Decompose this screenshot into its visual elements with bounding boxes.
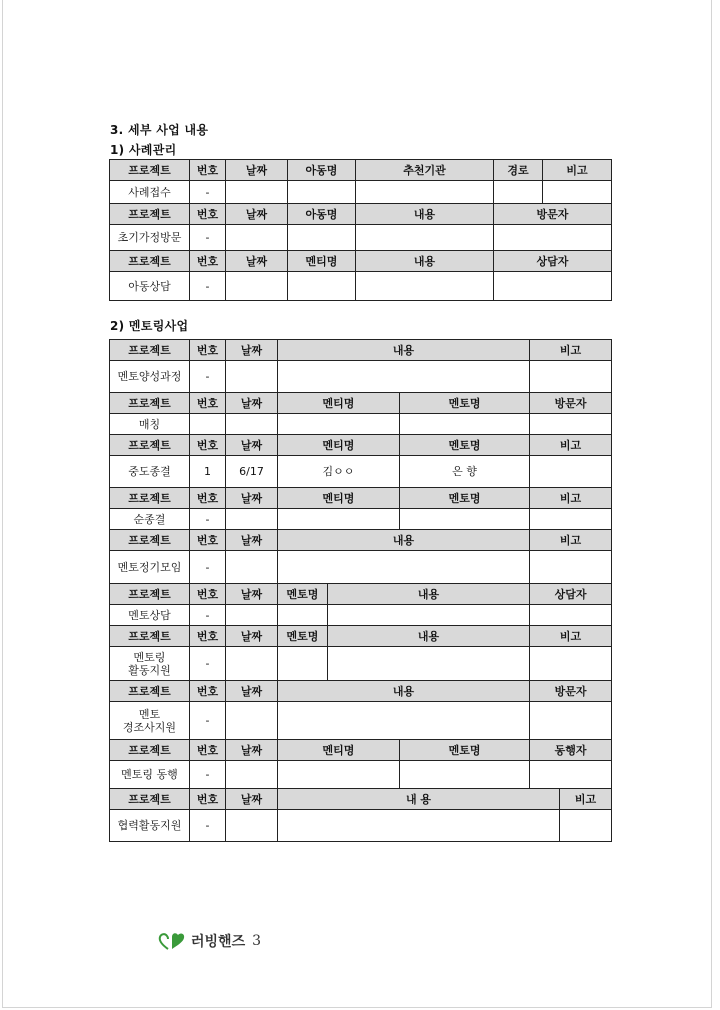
empty-cell[interactable] [530, 414, 612, 435]
col-number: 번호 [190, 204, 226, 225]
table-row [110, 361, 612, 393]
col-remarks: 비고 [543, 160, 612, 181]
empty-cell[interactable] [278, 647, 328, 681]
row-label-line2: 활동지원 [128, 663, 171, 677]
empty-cell[interactable] [400, 509, 530, 530]
col-mentee-name: 멘티명 [278, 488, 400, 509]
col-project: 프로젝트 [110, 584, 190, 605]
empty-cell[interactable] [543, 181, 612, 204]
col-project: 프로젝트 [110, 530, 190, 551]
empty-cell[interactable] [226, 551, 278, 584]
empty-cell[interactable] [530, 509, 612, 530]
header-row [110, 340, 612, 361]
col-date: 날짜 [226, 626, 278, 647]
row-label: 매칭 [110, 414, 190, 435]
col-content: 내용 [356, 204, 494, 225]
col-number: 번호 [190, 393, 226, 414]
row-number: - [190, 361, 226, 393]
col-remarks: 비고 [530, 488, 612, 509]
row-number: - [190, 810, 226, 842]
col-referral-agency: 추천기관 [356, 160, 494, 181]
table-row [110, 414, 612, 435]
col-remarks: 비고 [530, 435, 612, 456]
empty-cell[interactable] [400, 414, 530, 435]
row-label: 사례접수 [110, 181, 190, 204]
empty-cell[interactable] [278, 509, 400, 530]
empty-cell[interactable] [530, 702, 612, 740]
row-label [110, 647, 190, 681]
empty-cell[interactable] [226, 181, 288, 204]
table-row [110, 647, 612, 681]
empty-cell[interactable] [226, 702, 278, 740]
col-visitor: 방문자 [494, 204, 612, 225]
col-mentor-name: 멘토명 [400, 488, 530, 509]
empty-cell[interactable] [288, 225, 356, 251]
case-management-table [109, 159, 612, 301]
empty-cell[interactable] [288, 181, 356, 204]
empty-cell[interactable] [278, 361, 530, 393]
col-mentor-name: 멘토명 [400, 740, 530, 761]
empty-cell[interactable] [226, 605, 278, 626]
col-date: 날짜 [226, 340, 278, 361]
mentoring-table [109, 339, 612, 842]
row-number: - [190, 225, 226, 251]
header-row [110, 160, 612, 181]
empty-cell[interactable] [356, 225, 494, 251]
row-number: - [190, 551, 226, 584]
col-number: 번호 [190, 435, 226, 456]
col-remarks: 비고 [530, 626, 612, 647]
row-label: 초기가정방문 [110, 225, 190, 251]
table-row [110, 181, 612, 204]
col-child-name: 아동명 [288, 160, 356, 181]
row-number: - [190, 509, 226, 530]
col-date: 날짜 [226, 251, 288, 272]
empty-cell[interactable] [560, 810, 612, 842]
col-date: 날짜 [226, 160, 288, 181]
col-content: 내용 [278, 530, 530, 551]
col-content: 내용 [328, 626, 530, 647]
header-row [110, 681, 612, 702]
col-mentee-name: 멘티명 [278, 740, 400, 761]
col-number: 번호 [190, 488, 226, 509]
row-label: 순종결 [110, 509, 190, 530]
empty-cell[interactable] [356, 181, 494, 204]
row-number: - [190, 761, 226, 789]
row-number: - [190, 647, 226, 681]
empty-cell[interactable] [226, 509, 278, 530]
empty-cell[interactable] [226, 225, 288, 251]
row-label: 멘토정기모임 [110, 551, 190, 584]
table-row [110, 509, 612, 530]
col-number: 번호 [190, 626, 226, 647]
row-number: - [190, 605, 226, 626]
col-date: 날짜 [226, 530, 278, 551]
col-project: 프로젝트 [110, 435, 190, 456]
col-content: 내용 [278, 340, 530, 361]
header-row [110, 251, 612, 272]
empty-cell[interactable] [530, 551, 612, 584]
row-number: - [190, 181, 226, 204]
table-row [110, 551, 612, 584]
col-content: 내용 [356, 251, 494, 272]
empty-cell[interactable] [226, 810, 278, 842]
row-label: 멘토링 동행 [110, 761, 190, 789]
subsection-mentoring: 2) 멘토링사업 [110, 319, 189, 333]
row-label-line1: 멘토 [138, 707, 161, 721]
col-mentor-name: 멘토명 [278, 626, 328, 647]
empty-cell[interactable] [356, 272, 494, 301]
col-mentor-name: 멘토명 [400, 435, 530, 456]
footer-brand: 러빙핸즈 [191, 934, 246, 950]
empty-cell[interactable] [226, 761, 278, 789]
header-row [110, 393, 612, 414]
col-number: 번호 [190, 584, 226, 605]
empty-cell[interactable] [494, 181, 543, 204]
table-row [110, 456, 612, 488]
col-date: 날짜 [226, 204, 288, 225]
row-label-line2: 경조사지원 [122, 720, 177, 734]
empty-cell[interactable] [278, 702, 530, 740]
empty-cell[interactable] [530, 647, 612, 681]
col-mentor-name: 멘토명 [278, 584, 328, 605]
col-project: 프로젝트 [110, 251, 190, 272]
col-mentee-name: 멘티명 [288, 251, 356, 272]
col-companion: 동행자 [530, 740, 612, 761]
row-number: 1 [190, 456, 226, 488]
col-number: 번호 [190, 789, 226, 810]
row-label: 멘토상담 [110, 605, 190, 626]
loving-hands-logo-icon [158, 931, 188, 951]
row-label [110, 702, 190, 740]
empty-cell[interactable] [288, 272, 356, 301]
col-remarks: 비고 [560, 789, 612, 810]
row-mentee-name: 김ㅇㅇ [278, 456, 400, 488]
page-number: 3 [252, 933, 262, 949]
col-project: 프로젝트 [110, 488, 190, 509]
header-row [110, 626, 612, 647]
empty-cell[interactable] [400, 761, 530, 789]
table-row [110, 272, 612, 301]
col-remarks: 비고 [530, 530, 612, 551]
header-row [110, 584, 612, 605]
row-label: 멘토양성과정 [110, 361, 190, 393]
table-row [110, 225, 612, 251]
col-project: 프로젝트 [110, 789, 190, 810]
row-mentor-name: 은 향 [400, 456, 530, 488]
col-project: 프로젝트 [110, 393, 190, 414]
col-number: 번호 [190, 530, 226, 551]
col-project: 프로젝트 [110, 204, 190, 225]
empty-cell[interactable] [226, 361, 278, 393]
empty-cell[interactable] [190, 414, 226, 435]
empty-cell[interactable] [226, 272, 288, 301]
table-row [110, 605, 612, 626]
header-row [110, 488, 612, 509]
col-remarks: 비고 [530, 340, 612, 361]
col-content: 내용 [278, 681, 530, 702]
col-project: 프로젝트 [110, 160, 190, 181]
col-content: 내 용 [278, 789, 560, 810]
empty-cell[interactable] [530, 605, 612, 626]
empty-cell[interactable] [278, 761, 400, 789]
row-label: 중도종결 [110, 456, 190, 488]
col-project: 프로젝트 [110, 740, 190, 761]
section-title: 3. 세부 사업 내용 [110, 123, 209, 137]
col-number: 번호 [190, 251, 226, 272]
col-project: 프로젝트 [110, 681, 190, 702]
empty-cell[interactable] [226, 647, 278, 681]
col-mentee-name: 멘티명 [278, 435, 400, 456]
col-date: 날짜 [226, 789, 278, 810]
empty-cell[interactable] [494, 225, 612, 251]
col-number: 번호 [190, 340, 226, 361]
col-project: 프로젝트 [110, 340, 190, 361]
col-mentor-name: 멘토명 [400, 393, 530, 414]
empty-cell[interactable] [530, 761, 612, 789]
empty-cell[interactable] [278, 414, 400, 435]
row-label: 아동상담 [110, 272, 190, 301]
col-date: 날짜 [226, 681, 278, 702]
col-date: 날짜 [226, 584, 278, 605]
empty-cell[interactable] [278, 605, 328, 626]
header-row [110, 740, 612, 761]
row-date: 6/17 [226, 456, 278, 488]
empty-cell[interactable] [328, 605, 530, 626]
table-row [110, 761, 612, 789]
col-child-name: 아동명 [288, 204, 356, 225]
col-date: 날짜 [226, 393, 278, 414]
col-project: 프로젝트 [110, 626, 190, 647]
footer [158, 931, 261, 951]
col-route: 경로 [494, 160, 543, 181]
col-counselor: 상담자 [530, 584, 612, 605]
col-visitor: 방문자 [530, 681, 612, 702]
col-content: 내용 [328, 584, 530, 605]
col-counselor: 상담자 [494, 251, 612, 272]
table-row [110, 810, 612, 842]
empty-cell[interactable] [226, 414, 278, 435]
col-date: 날짜 [226, 488, 278, 509]
empty-cell[interactable] [530, 361, 612, 393]
col-number: 번호 [190, 160, 226, 181]
col-number: 번호 [190, 740, 226, 761]
empty-cell[interactable] [494, 272, 612, 301]
empty-cell[interactable] [530, 456, 612, 488]
col-mentee-name: 멘티명 [278, 393, 400, 414]
row-number: - [190, 272, 226, 301]
empty-cell[interactable] [328, 647, 530, 681]
col-visitor: 방문자 [530, 393, 612, 414]
header-row [110, 789, 612, 810]
row-label-line1: 멘토링 [133, 650, 166, 664]
empty-cell[interactable] [278, 810, 560, 842]
header-row [110, 435, 612, 456]
row-number: - [190, 702, 226, 740]
empty-cell[interactable] [278, 551, 530, 584]
table-row [110, 702, 612, 740]
col-date: 날짜 [226, 740, 278, 761]
header-row [110, 530, 612, 551]
row-label: 협력활동지원 [110, 810, 190, 842]
subsection-case-management: 1) 사례관리 [110, 143, 177, 157]
col-number: 번호 [190, 681, 226, 702]
col-date: 날짜 [226, 435, 278, 456]
header-row [110, 204, 612, 225]
